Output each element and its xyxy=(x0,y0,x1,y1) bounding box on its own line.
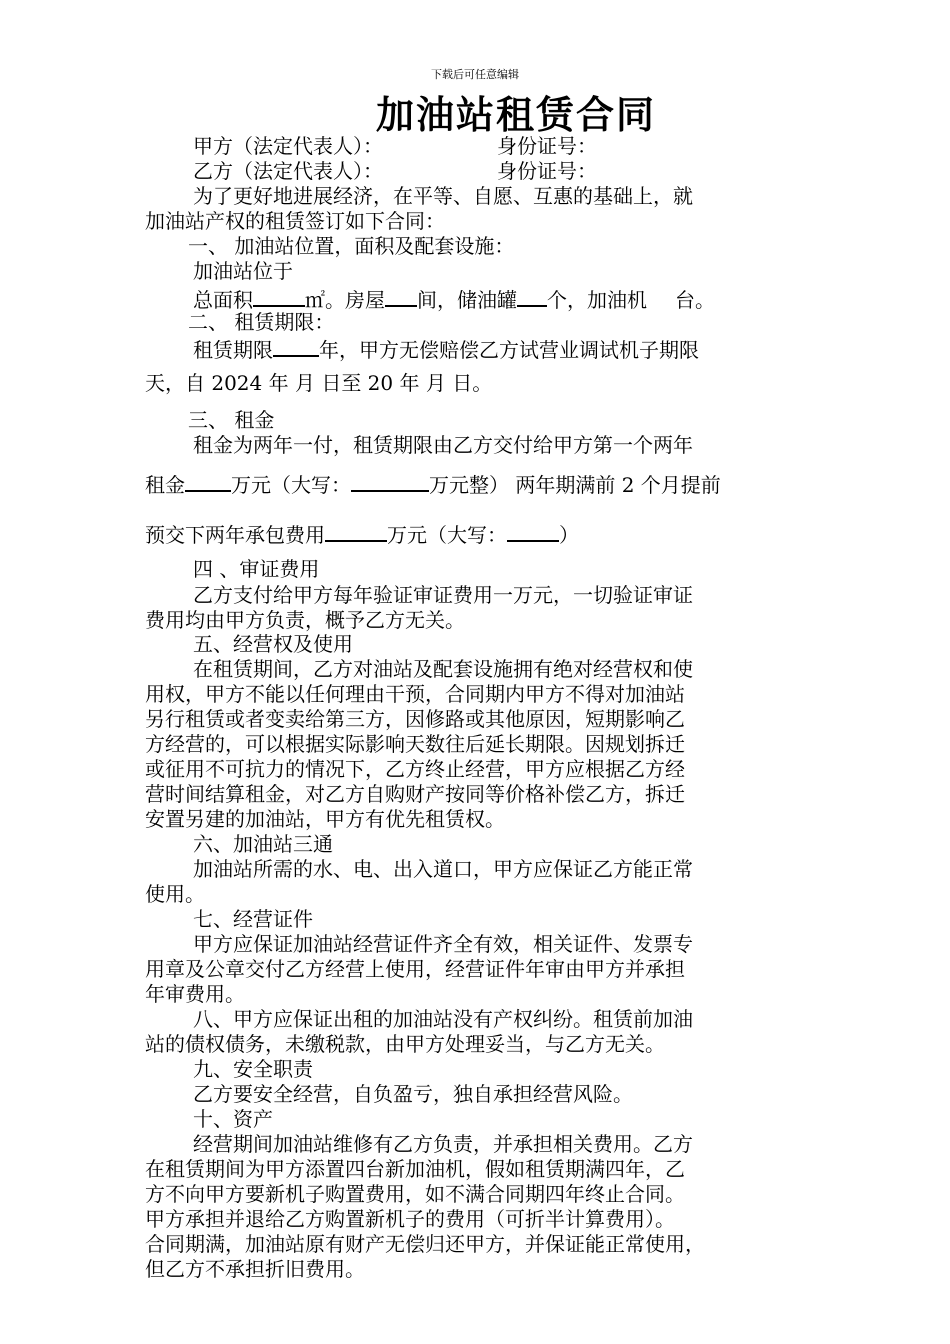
section-2-heading: 二、 租赁期限： xyxy=(188,310,335,334)
pumps-unit: 台。 xyxy=(675,288,715,312)
prepay-words-label: 万元（大写： xyxy=(387,523,507,547)
section-8-line: 八、甲方应保证出租的加油站没有产权纠纷。租赁前加油 xyxy=(193,1007,693,1031)
section-7-line: 甲方应保证加油站经营证件齐全有效，相关证件、发票专 xyxy=(193,932,693,956)
party-a-label: 甲方（法定代表人）： xyxy=(193,134,383,158)
prepay-amount-blank xyxy=(325,520,387,542)
document-title: 加油站租赁合同 xyxy=(375,92,656,137)
section-5-line: 安置另建的加油站，甲方有优先租赁权。 xyxy=(145,807,505,831)
section-6-line: 加油站所需的水、电、出入道口，甲方应保证乙方能正常 xyxy=(193,857,693,881)
section-7-line: 用章及公章交付乙方经营上使用，经营证件年审由甲方并承担 xyxy=(145,957,685,981)
header-note: 下载后可任意编辑 xyxy=(431,68,519,81)
prepay-prefix: 预交下两年承包费用 xyxy=(145,523,325,547)
rooms-unit: 间，储油罐 xyxy=(417,288,517,312)
term-rest: 年，甲方无偿赔偿乙方试营业调试机子期限 xyxy=(319,338,699,362)
section-6-line: 使用。 xyxy=(145,882,205,906)
area-line xyxy=(193,285,715,312)
location-line: 加油站位于 xyxy=(193,259,293,283)
party-a-id-label: 身份证号： xyxy=(497,134,597,158)
rent-amount-blank xyxy=(185,470,231,492)
term-blank xyxy=(273,335,319,357)
party-b-label: 乙方（法定代表人）： xyxy=(193,159,383,183)
section-10-heading: 十、资产 xyxy=(193,1107,273,1131)
dates-line: 天，自 2024 年 月 日至 20 年 月 日。 xyxy=(145,371,493,395)
area-unit: ㎡。房屋 xyxy=(305,288,385,312)
rent-prefix: 租金 xyxy=(145,473,185,497)
prepay-suffix: ） xyxy=(559,523,579,547)
term-line xyxy=(193,335,699,362)
section-9-line: 乙方要安全经营，自负盈亏，独自承担经营风险。 xyxy=(193,1082,633,1106)
section-6-heading: 六、加油站三通 xyxy=(193,832,333,856)
section-5-line: 或征用不可抗力的情况下，乙方终止经营，甲方应根据乙方经 xyxy=(145,757,685,781)
intro-line: 为了更好地进展经济，在平等、自愿、互惠的基础上，就 xyxy=(193,184,693,208)
rent-line xyxy=(145,520,579,547)
section-3-heading: 三、 租金 xyxy=(188,408,275,432)
section-5-heading: 五、经营权及使用 xyxy=(193,632,353,656)
rent-words-label: 万元（大写： xyxy=(231,473,351,497)
section-7-line: 年审费用。 xyxy=(145,982,245,1006)
section-5-line: 用权，甲方不能以任何理由干预，合同期内甲方不得对加油站 xyxy=(145,682,685,706)
section-5-line: 在租赁期间，乙方对油站及配套设施拥有绝对经营权和使 xyxy=(193,657,693,681)
party-b-id-label: 身份证号： xyxy=(497,159,597,183)
section-5-line: 方经营的，可以根据实际影响天数往后延长期限。因规划拆迁 xyxy=(145,732,685,756)
section-5-line: 另行租赁或者变卖给第三方，因修路或其他原因，短期影响乙 xyxy=(145,707,685,731)
rent-line xyxy=(145,470,721,497)
section-4-line: 乙方支付给甲方每年验证审证费用一万元，一切验证审证 xyxy=(193,583,693,607)
term-prefix: 租赁期限 xyxy=(193,338,273,362)
section-10-line: 在租赁期间为甲方添置四台新加油机，假如租赁期满四年，乙 xyxy=(145,1157,685,1181)
intro-line: 加油站产权的租赁签订如下合同： xyxy=(145,209,445,233)
section-7-heading: 七、经营证件 xyxy=(193,907,313,931)
rent-line: 租金为两年一付，租赁期限由乙方交付给甲方第一个两年 xyxy=(193,433,693,457)
section-1-heading: 一、 加油站位置，面积及配套设施： xyxy=(188,234,515,258)
section-10-line: 经营期间加油站维修有乙方负责，并承担相关费用。乙方 xyxy=(193,1132,693,1156)
area-blank xyxy=(253,285,305,307)
section-10-line: 甲方承担并退给乙方购置新机子的费用（可折半计算费用）。 xyxy=(145,1207,675,1231)
section-10-line: 合同期满，加油站原有财产无偿归还甲方，并保证能正常使用， xyxy=(145,1232,705,1256)
tanks-blank xyxy=(517,285,547,307)
rooms-blank xyxy=(385,285,417,307)
area-prefix: 总面积 xyxy=(193,288,253,312)
section-8-line: 站的债权债务，未缴税款，由甲方处理妥当，与乙方无关。 xyxy=(145,1032,665,1056)
section-5-line: 营时间结算租金，对乙方自购财产按同等价格补偿乙方，拆迁 xyxy=(145,782,685,806)
section-4-line: 费用均由甲方负责，概予乙方无关。 xyxy=(145,608,465,632)
section-4-heading: 四 、审证费用 xyxy=(193,557,320,581)
section-9-heading: 九、安全职责 xyxy=(193,1057,313,1081)
tanks-unit: 个，加油机 xyxy=(547,288,647,312)
section-10-line: 但乙方不承担折旧费用。 xyxy=(145,1257,365,1281)
rent-suffix: 万元整） 两年期满前 2 个月提前 xyxy=(429,473,721,497)
rent-words-blank xyxy=(351,470,429,492)
section-10-line: 方不向甲方要新机子购置费用，如不满合同期四年终止合同。 xyxy=(145,1182,685,1206)
prepay-words-blank xyxy=(507,520,559,542)
